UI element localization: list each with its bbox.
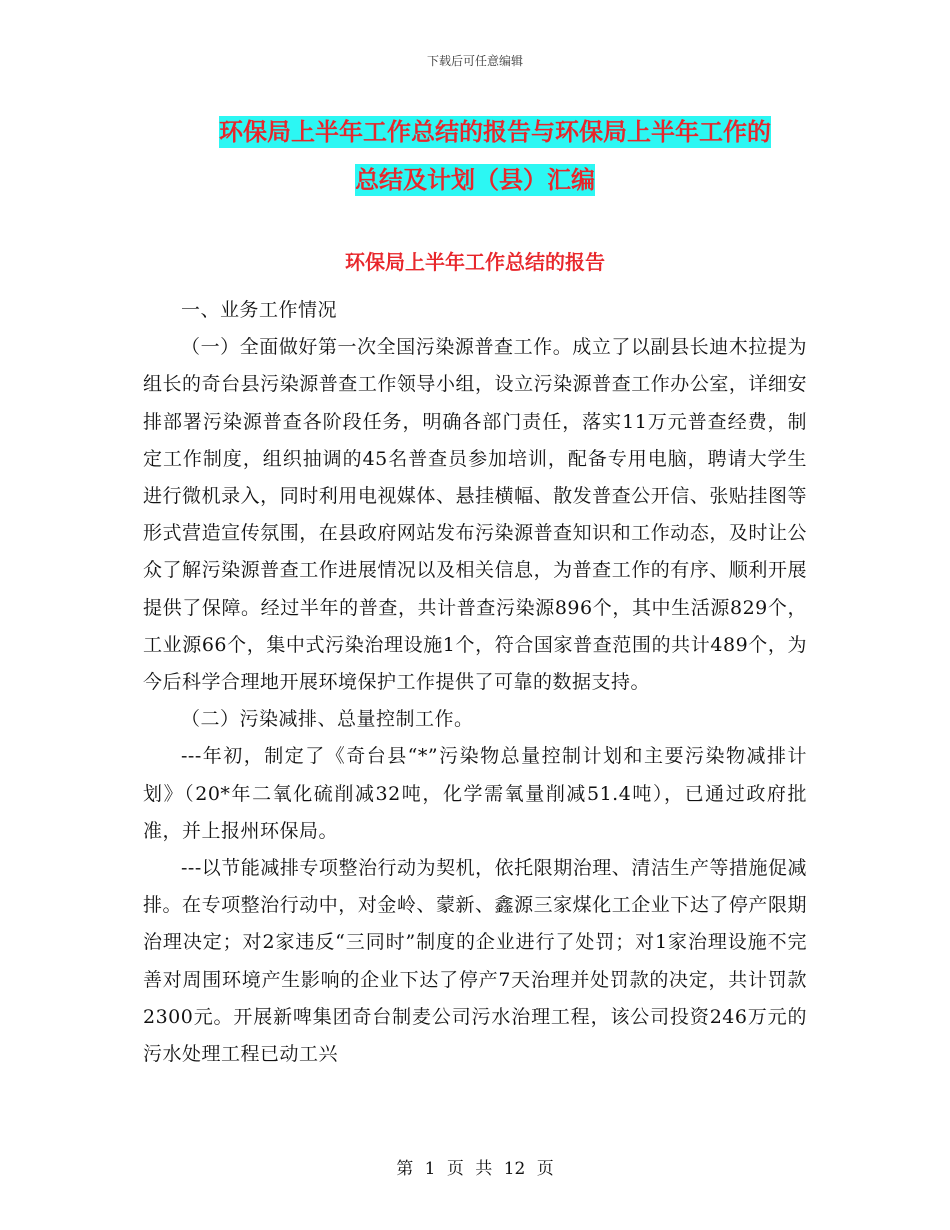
- paragraph-heading-2: （二）污染减排、总量控制工作。: [181, 708, 474, 731]
- paragraph: （一）全面做好第一次全国污染源普查工作。成立了以副县长迪木拉提为组长的奇台县污染源普查工作领导小组，设立污染源普查工作办公室，详细安排部署污染源普查各阶段任务，明确各部门责任，落实11万元普查经费，制定工作制度，组织抽调的45名普查员参加培训，配备专用电脑，聘请大学生进行微机录入，同时利用电视媒体、悬挂横幅、散发普查公开信、张贴挂图等形式营造宣传氛围，在县政府网站发布污染源普查知识和工作动态，及时让公众了解污染源普查工作进展情况以及相关信息，为普查工作的有序、顺利开展提供了保障。经过半年的普查，共计普查污染源896个，其中生活源829个，工业源66个，集中式污染治理设施1个，符合国家普查范围的共计489个，为今后科学合理地开展环境保护工作提供了可靠的数据支持。: [143, 336, 807, 694]
- paragraph: ---以节能减排专项整治行动为契机，依托限期治理、清洁生产等措施促减排。在专项整治行动中，对金岭、蒙新、鑫源三家煤化工企业下达了停产限期治理决定；对2家违反“三同时”制度的企业进行了处罚；对1家治理设施不完善对周围环境产生影响的企业下达了停产7天治理并处罚款的决定，共计罚款2300元。开展新啤集团奇台制麦公司污水治理工程，该公司投资246万元的污水处理工程已动工兴: [143, 857, 807, 1066]
- header-note: 下载后可任意编辑: [426, 54, 523, 68]
- document-body: [143, 292, 807, 1073]
- paragraph: ---年初，制定了《奇台县“*”污染物总量控制计划和主要污染物减排计划》（20*年二氧化硫削减32吨，化学需氧量削减51.4吨），已通过政府批准，并上报州环保局。: [143, 745, 807, 842]
- paragraph-heading-1: 一、业务工作情况: [181, 299, 338, 321]
- document-title: [0, 108, 950, 204]
- document-title-line-1: 环保局上半年工作总结的报告与环保局上半年工作的: [219, 118, 771, 146]
- document-title-line-2: 总结及计划（县）汇编: [355, 166, 595, 194]
- page-number: 第 1 页 共 12 页: [396, 1159, 554, 1179]
- section-title: 环保局上半年工作总结的报告: [345, 250, 605, 274]
